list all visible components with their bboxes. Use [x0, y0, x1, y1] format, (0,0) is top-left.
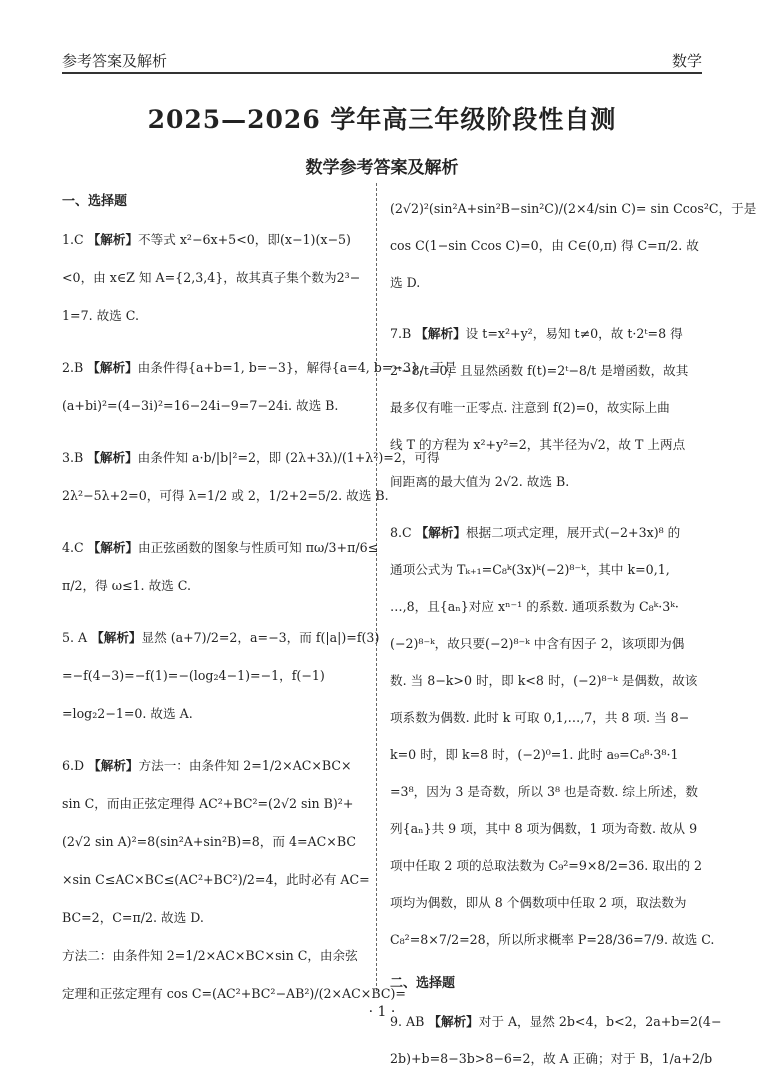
answer-line	[390, 699, 708, 736]
answer-line	[390, 463, 708, 500]
answer-line	[390, 773, 708, 810]
answer-line	[62, 297, 380, 335]
analysis-tag: 【解析】	[87, 450, 138, 465]
answer-line	[390, 662, 708, 699]
analysis-tag: 【解析】	[87, 232, 139, 247]
answer-line	[390, 847, 708, 884]
answer-item	[62, 439, 440, 515]
answer-line	[62, 529, 380, 567]
section-heading-choice: 一、选择题	[62, 194, 128, 209]
document-title: 2025—2026 学年高三年级阶段性自测	[147, 105, 617, 134]
answer-text: 最多仅有唯一正零点. 注意到 f(2)=0，故实际上曲	[390, 400, 670, 415]
answer-line	[62, 861, 380, 899]
answer-line	[62, 567, 380, 605]
answer-text: 数. 当 8−k>0 时，即 k<8 时，(−2)⁸⁻ᵏ 是偶数，故该	[390, 673, 698, 688]
answer-line	[62, 387, 380, 425]
answer-text: 设 t=x²+y²，易知 t≠0，故 t·2ᵗ=8 得	[465, 326, 683, 341]
answer-line	[62, 477, 389, 515]
answer-text: 项系数为偶数. 此时 k 可取 0,1,…,7，共 8 项. 当 8−	[390, 710, 690, 725]
page-number: · 1 ·	[368, 1004, 396, 1020]
analysis-tag: 【解析】	[91, 630, 142, 645]
section-heading-choice-2: 二、选择题	[390, 976, 456, 991]
answer-line	[62, 657, 380, 695]
answer-text: 定理和正弦定理有 cos C=(AC²+BC²−AB²)/(2×AC×BC)=	[62, 986, 406, 1001]
answer-text: (−2)⁸⁻ᵏ，故只要(−2)⁸⁻ᵏ 中含有因子 2，该项即为偶	[390, 636, 685, 651]
analysis-tag: 【解析】	[415, 326, 466, 341]
answer-line	[390, 921, 715, 958]
answer-line	[390, 1040, 713, 1077]
answer-text: 根据二项式定理，展开式(−2+3x)⁸ 的	[466, 525, 681, 540]
analysis-tag: 【解析】	[415, 525, 467, 540]
answer-text: π/2，得 ω≤1. 故选 C.	[62, 578, 191, 593]
continuation-block	[390, 190, 757, 301]
answer-text: (2√2 sin A)²=8(sin²A+sin²B)=8，而 4=AC×BC	[62, 834, 356, 849]
analysis-tag: 【解析】	[87, 360, 138, 375]
answer-text: 方法一：由条件知 2=1/2×AC×BC×	[138, 758, 352, 773]
analysis-tag: 【解析】	[428, 1014, 479, 1029]
answer-text: C₈²=8×7/2=28，所以所求概率 P=28/36=7/9. 故选 C.	[390, 932, 715, 947]
answer-text: 2ᵗ−8/t=0，且显然函数 f(t)=2ᵗ−8/t 是增函数，故其	[390, 363, 689, 378]
answer-text: 项中任取 2 项的总取法数为 C₉²=9×8/2=36. 取出的 2	[390, 858, 703, 873]
answer-text: (a+bi)²=(4−3i)²=16−24i−9=7−24i. 故选 B.	[62, 398, 339, 413]
answer-line	[62, 937, 380, 975]
answer-item	[62, 529, 380, 605]
answer-text: 间距离的最大值为 2√2. 故选 B.	[390, 474, 570, 489]
question-number: 5. A	[62, 630, 92, 645]
right-column	[390, 190, 757, 1091]
answer-line	[390, 625, 708, 662]
answer-item	[390, 514, 715, 958]
answer-line	[390, 514, 708, 551]
answer-item	[390, 315, 708, 500]
answer-text: …,8，且{aₙ}对应 xⁿ⁻¹ 的系数. 通项系数为 C₈ᵏ·3ᵏ·	[390, 599, 679, 614]
answer-text: 不等式 x²−6x+5<0，即(x−1)(x−5)	[138, 232, 351, 247]
answer-text: 列{aₙ}共 9 项，其中 8 项为偶数，1 项为奇数. 故从 9	[390, 821, 698, 836]
answer-line	[390, 389, 708, 426]
answer-line	[390, 315, 708, 352]
answer-text: <0，由 x∈Z 知 A={2,3,4}，故其真子集个数为2³−	[62, 270, 361, 285]
answer-text: 线 T 的方程为 x²+y²=2，其半径为√2，故 T 上两点	[390, 437, 686, 452]
answer-line	[62, 823, 380, 861]
answer-text: 由条件得{a+b=1, b=−3}，解得{a=4, b=−3}，于是	[137, 360, 457, 375]
answer-text: 方法二：由条件知 2=1/2×AC×BC×sin C，由余弦	[62, 948, 358, 963]
document-subtitle: 数学参考答案及解析	[305, 158, 459, 178]
answer-text: sin C，而由正弦定理得 AC²+BC²=(2√2 sin B)²+	[62, 796, 354, 811]
answer-text: 显然 (a+7)/2=2，a=−3，而 f(|a|)=f(3)	[141, 630, 380, 645]
answer-line	[62, 221, 380, 259]
analysis-tag: 【解析】	[88, 758, 139, 773]
answer-item	[62, 619, 380, 733]
question-number: 8.C	[390, 525, 416, 540]
question-number: 3.B	[62, 450, 88, 465]
answer-text: ×sin C≤AC×BC≤(AC²+BC²)/2=4，此时必有 AC=	[62, 872, 370, 887]
answer-text: 1=7. 故选 C.	[62, 308, 139, 323]
question-number: 1.C	[62, 232, 88, 247]
answer-text: 由正弦函数的图象与性质可知 πω/3+π/6≤	[138, 540, 379, 555]
answer-line	[390, 884, 708, 921]
answer-text: 2b)+b=8−3b>8−6=2，故 A 正确；对于 B，1/a+2/b	[390, 1051, 713, 1066]
answer-line	[62, 349, 457, 387]
answer-item	[62, 221, 380, 335]
question-number: 6.D	[62, 758, 89, 773]
header-subject-label: 数学	[671, 52, 702, 70]
answer-line	[62, 899, 380, 937]
page-header	[62, 46, 702, 72]
question-number: 9. AB	[390, 1014, 429, 1029]
answer-line	[62, 619, 380, 657]
question-number: 7.B	[390, 326, 416, 341]
answer-line	[390, 736, 708, 773]
answer-text: =−f(4−3)=−f(1)=−(log₂4−1)=−1，f(−1)	[62, 668, 325, 683]
answer-text: =log₂2−1=0. 故选 A.	[62, 706, 193, 721]
analysis-tag: 【解析】	[87, 540, 139, 555]
answer-item	[62, 349, 457, 425]
answer-text: =3⁸，因为 3 是奇数，所以 3⁸ 也是奇数. 综上所述，数	[390, 784, 698, 799]
answer-text: BC=2，C=π/2. 故选 D.	[62, 910, 204, 925]
answer-line	[62, 259, 380, 297]
answer-line	[390, 426, 708, 463]
header-rule	[62, 72, 702, 74]
answer-line	[390, 810, 708, 847]
question-number: 2.B	[62, 360, 88, 375]
answer-line: 选 D.	[390, 275, 421, 290]
answer-line	[390, 588, 708, 625]
answer-line	[390, 352, 708, 389]
answer-text: 对于 A，显然 2b<4，b<2，2a+b=2(4−	[478, 1014, 722, 1029]
answer-line: (2√2)²(sin²A+sin²B−sin²C)/(2×4/sin C)= sin Ccos²C，于是	[390, 201, 757, 216]
answer-line: cos C(1−sin Ccos C)=0，由 C∈(0,π) 得 C=π/2. 故	[390, 238, 699, 253]
answer-text: 由条件知 a·b/|b|²=2，即 (2λ+3λ)/(1+λ²)=2，可得	[137, 450, 440, 465]
answer-line	[390, 551, 708, 588]
answer-text: k=0 时，即 k=8 时，(−2)⁰=1. 此时 a₉=C₈⁸·3⁸·1	[390, 747, 679, 762]
answer-line	[62, 439, 440, 477]
answer-text: 项均为偶数，即从 8 个偶数项中任取 2 项，取法数为	[390, 895, 687, 910]
question-number: 4.C	[62, 540, 88, 555]
answer-item	[62, 747, 406, 1013]
header-left-label: 参考答案及解析	[62, 52, 168, 70]
answer-line	[62, 695, 380, 733]
answer-line	[62, 747, 380, 785]
answer-line	[62, 785, 380, 823]
answer-text: 2λ²−5λ+2=0，可得 λ=1/2 或 2，1/2+2=5/2. 故选 B.	[62, 488, 389, 503]
answer-text: 通项公式为 Tₖ₊₁=C₈ᵏ(3x)ᵏ(−2)⁸⁻ᵏ，其中 k=0,1,	[390, 562, 670, 577]
